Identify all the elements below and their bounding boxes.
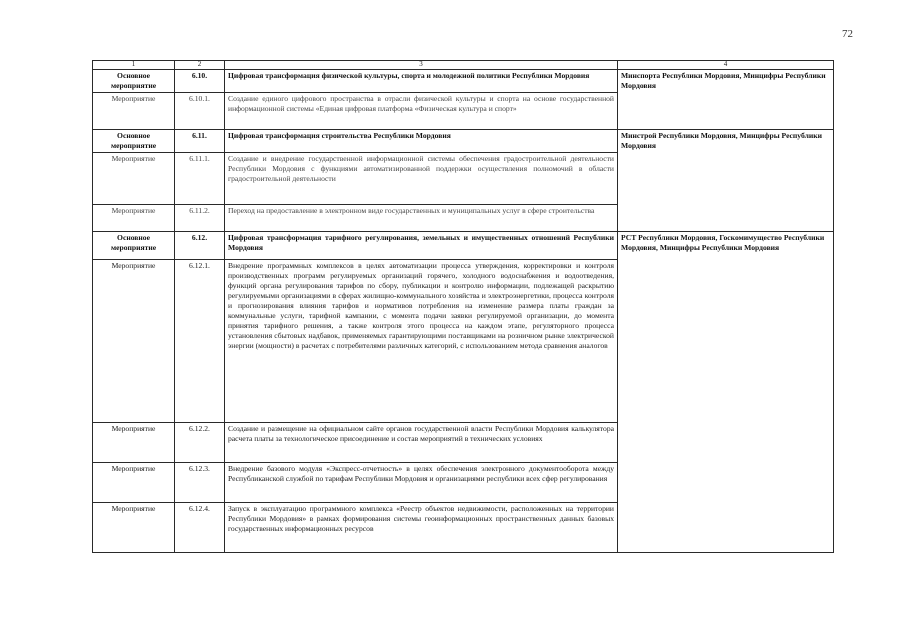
activity-number: 6.11.2. <box>175 205 225 232</box>
activity-text: Запуск в эксплуатацию программного комплекса «Реестр объектов недвижимости, расположенных на территории Республики Мордовия» в рамках формирования системы геоинформационных пространственных данных базовых государственных информационных ресурсов <box>225 503 618 553</box>
activity-text: Цифровая трансформация физической культуры, спорта и молодежной политики Республики Мордовия <box>225 70 618 93</box>
activity-number: 6.12.4. <box>175 503 225 553</box>
activity-text: Создание и внедрение государственной информационной системы обеспечения градостроительной деятельности Республики Мордовия с функциями автоматизированной поддержки осуществления полномочий в области градостроительной деятельности <box>225 153 618 205</box>
activity-number: 6.11. <box>175 130 225 153</box>
activity-text: Переход на предоставление в электронном виде государственных и муниципальных услуг в сфере строительства <box>225 205 618 232</box>
activity-type: Мероприятие <box>93 260 175 423</box>
activity-number: 6.12. <box>175 232 225 260</box>
activity-type: Основное мероприятие <box>93 232 175 260</box>
activity-text: Создание единого цифрового пространства в отрасли физической культуры и спорта на основе государственной информационной системы «Единая цифровая платформа «Физическая культура и спорт» <box>225 93 618 130</box>
activity-text: Цифровая трансформация тарифного регулирования, земельных и имущественных отношений Республики Мордовия <box>225 232 618 260</box>
activity-number: 6.11.1. <box>175 153 225 205</box>
activity-type: Мероприятие <box>93 205 175 232</box>
activity-number: 6.12.2. <box>175 423 225 463</box>
activities-table <box>92 60 834 553</box>
activity-text: Внедрение базового модуля «Экспресс-отчетность» в целях обеспечения электронного документооборота между Республиканской службой по тарифам Республики Мордовия и организациями республики всех сфер регулирования <box>225 463 618 503</box>
activity-text: Цифровая трансформация строительства Республики Мордовия <box>225 130 618 153</box>
activity-type: Основное мероприятие <box>93 70 175 93</box>
activity-text: Создание и размещение на официальном сайте органов государственной власти Республики Мордовия калькулятора расчета платы за технологическое присоединение и состав мероприятий в технических условиях <box>225 423 618 463</box>
activity-type: Мероприятие <box>93 93 175 130</box>
column-number-4: 4 <box>618 61 834 70</box>
activity-type: Основное мероприятие <box>93 130 175 153</box>
table-row-main-activity <box>93 232 834 260</box>
column-number-1: 1 <box>93 61 175 70</box>
responsible-executors: Минспорта Республики Мордовия, Минцифры Республики Мордовия <box>618 70 834 130</box>
column-number-row <box>93 61 834 70</box>
table-row-main-activity <box>93 70 834 93</box>
column-number-3: 3 <box>225 61 618 70</box>
activity-number: 6.10.1. <box>175 93 225 130</box>
activity-type: Мероприятие <box>93 423 175 463</box>
responsible-executors: РСТ Республики Мордовия, Госкомимущество Республики Мордовия, Минцифры Республики Мордовия <box>618 232 834 553</box>
activity-number: 6.12.1. <box>175 260 225 423</box>
activity-type: Мероприятие <box>93 503 175 553</box>
responsible-executors: Минстрой Республики Мордовия, Минцифры Республики Мордовия <box>618 130 834 232</box>
activity-type: Мероприятие <box>93 153 175 205</box>
column-number-2: 2 <box>175 61 225 70</box>
activity-text: Внедрение программных комплексов в целях автоматизации процесса утверждения, корректировки и контроля производственных программ регулируемых организаций горячего, холодного водоснабжения и водоотведения, функций органа регулирования тарифов по сбору, публикации и контролю информации, подлежащей раскрытию регулируемыми организациями в сферах жилищно-коммунального хозяйства и электроэнергетики, процесса контроля и прогнозирования влияния тарифов и нормативов потребления на изменение размера платы граждан за коммунальные услуги, тарифной кампании, с момента подачи заявки регулируемой организации, до момента принятия тарифного решения, а также контроля этого процесса на каждом этапе, регуляторного процесса установления сбытовых надбавок, применяемых гарантирующими поставщиками на розничном рынке электрической энергии (мощности) в расчетах с потребителями различных категорий, с использованием метода сравнения аналогов <box>225 260 618 423</box>
table-row-main-activity <box>93 130 834 153</box>
activity-type: Мероприятие <box>93 463 175 503</box>
activity-number: 6.10. <box>175 70 225 93</box>
activity-number: 6.12.3. <box>175 463 225 503</box>
page-number: 72 <box>842 28 853 40</box>
